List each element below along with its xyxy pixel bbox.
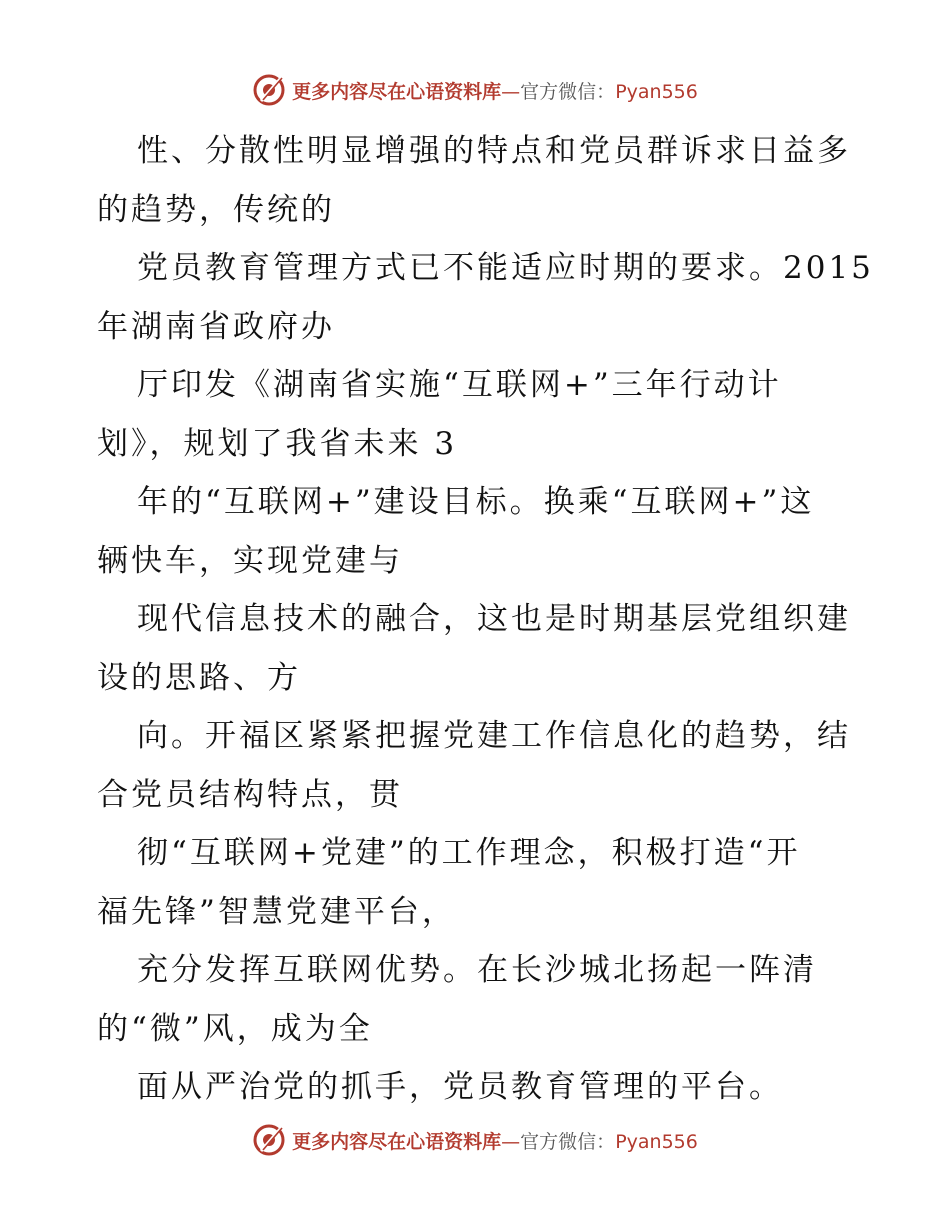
body-line: 的趋势，传统的 [97, 191, 335, 228]
footer-site-name: 更多内容尽在心语资料库 [292, 1130, 502, 1153]
body-line: 划》，规划了我省未来 3 [97, 425, 458, 462]
header-site-name: 更多内容尽在心语资料库 [292, 80, 502, 103]
footer-wechat-handle: Pyan556 [615, 1130, 698, 1153]
header-wechat-label: 官方微信： [520, 80, 616, 103]
body-line: 彻“互联网+党建”的工作理念，积极打造“开 [137, 835, 801, 871]
header-dash: — [501, 80, 521, 103]
header-banner-text [292, 77, 698, 104]
body-line: 面从严治党的抓手，党员教育管理的平台。 [137, 1069, 783, 1105]
body-line: 厅印发《湖南省实施“互联网+”三年行动计 [137, 367, 782, 403]
body-line: 合党员结构特点，贯 [97, 776, 403, 813]
body-line: 设的思路、方 [97, 659, 301, 696]
footer-banner [0, 1120, 950, 1160]
footer-dash: — [501, 1130, 521, 1153]
body-line: 现代信息技术的融合，这也是时期基层党组织建 [137, 601, 851, 637]
body-line: 年湖南省政府办 [97, 308, 335, 345]
body-line: 年的“互联网+”建设目标。换乘“互联网+”这 [137, 484, 815, 520]
body-line: 充分发挥互联网优势。在长沙城北扬起一阵清 [137, 952, 817, 988]
body-line: 辆快车，实现党建与 [97, 542, 403, 579]
quill-circle-logo-icon [252, 73, 286, 107]
quill-circle-logo-icon [252, 1123, 286, 1157]
footer-wechat-label: 官方微信： [520, 1130, 616, 1153]
header-wechat-handle: Pyan556 [615, 80, 698, 103]
body-line: 性、分散性明显增强的特点和党员群诉求日益多 [137, 133, 851, 169]
body-line: 福先锋”智慧党建平台， [97, 893, 456, 930]
header-banner [0, 70, 950, 110]
body-line: 向。开福区紧紧把握党建工作信息化的趋势，结 [137, 718, 851, 754]
document-body [97, 122, 874, 1117]
body-line: 的“微”风，成为全 [97, 1010, 373, 1047]
footer-banner-text [292, 1127, 698, 1154]
body-line: 党员教育管理方式已不能适应时期的要求。2015 [137, 250, 874, 286]
